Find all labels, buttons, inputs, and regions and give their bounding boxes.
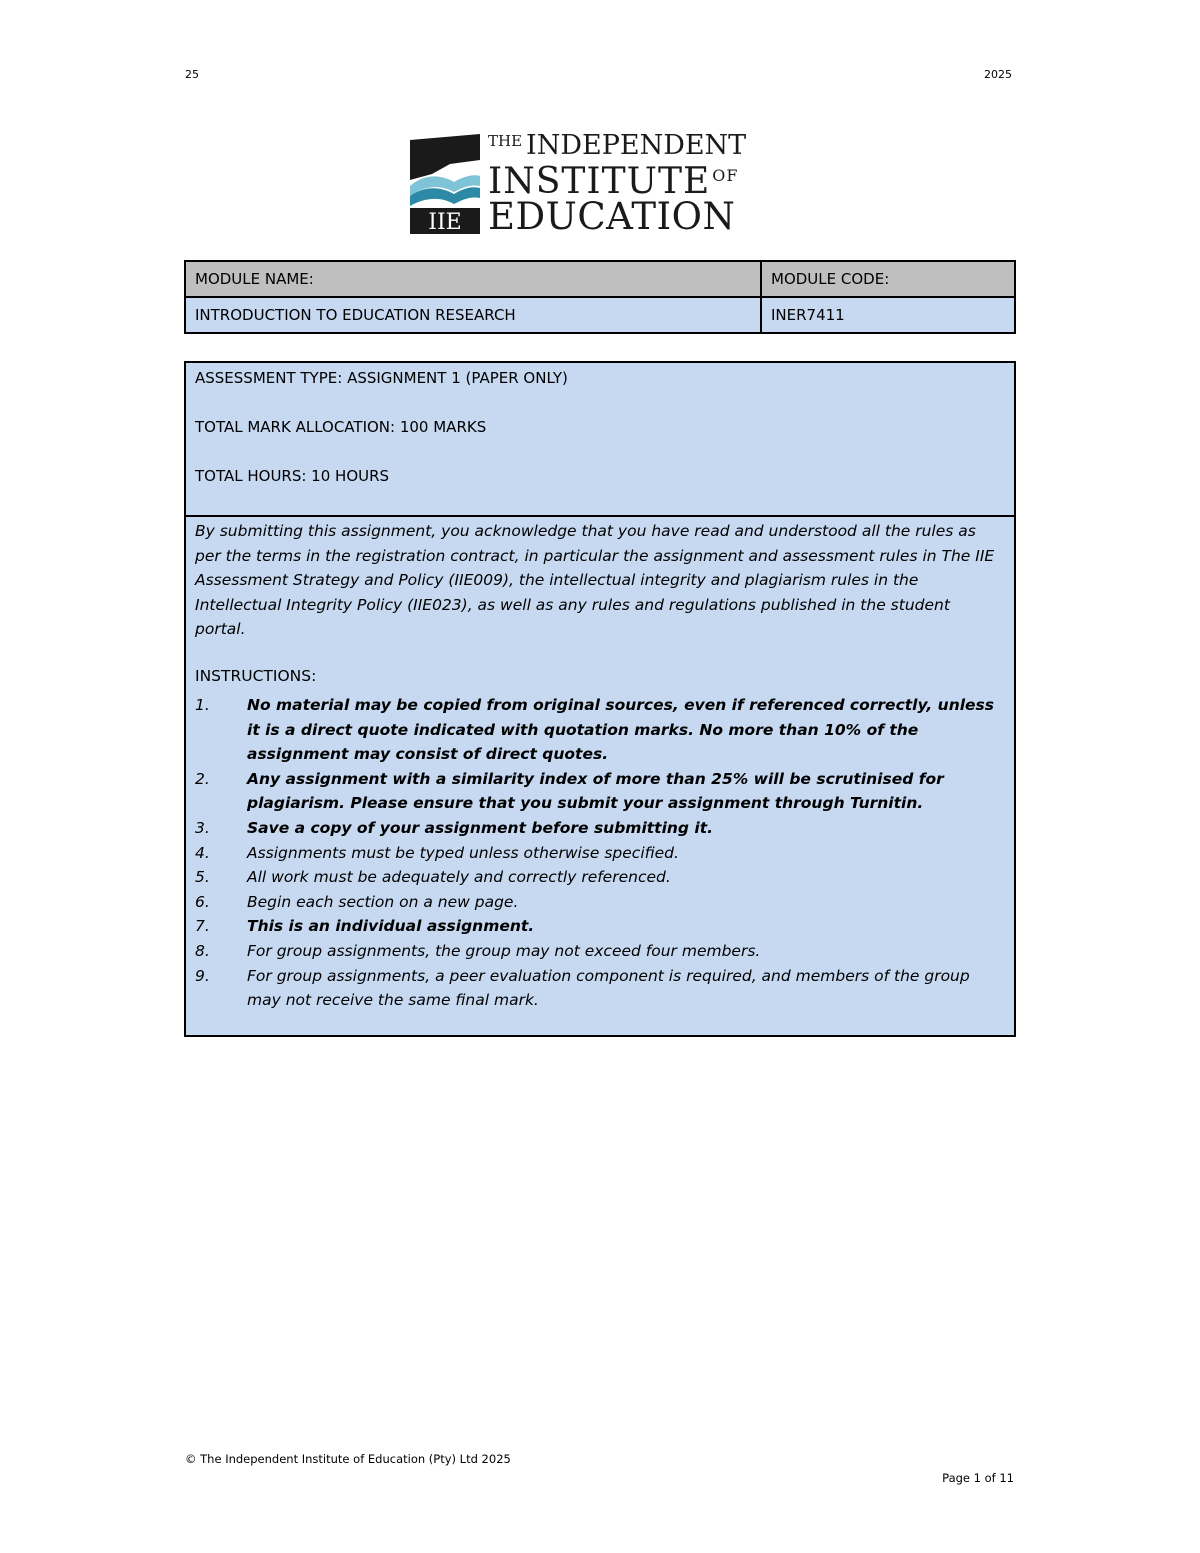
module-code-label: MODULE CODE:: [761, 261, 1015, 297]
footer-copyright: © The Independent Institute of Education (Pty) Ltd 2025: [185, 1452, 511, 1466]
total-hours: TOTAL HOURS: 10 HOURS: [195, 467, 390, 485]
logo-mark-letters: IIE: [428, 210, 462, 234]
instructions-list: [195, 693, 1007, 1013]
instruction-text: No material may be copied from original sources, even if referenced correctly, unless it is a direct quote indicated with quotation marks. No more than 10% of the assignment may consist of direct quotes.: [247, 696, 995, 764]
instruction-item: [195, 816, 1007, 841]
instruction-number: 2.: [195, 769, 210, 788]
header-left-number: 25: [185, 68, 199, 81]
module-code-value: INER7411: [761, 297, 1015, 333]
module-table-header-row: [185, 261, 1015, 297]
instruction-item: [195, 693, 1007, 767]
assessment-type: ASSESSMENT TYPE: ASSIGNMENT 1 (PAPER ONLY): [195, 369, 568, 387]
logo-the: THE: [488, 132, 523, 150]
logo-line-education: EDUCATION: [488, 195, 736, 238]
instruction-number: 7.: [195, 917, 210, 936]
footer-page-number: Page 1 of 11: [942, 1471, 1014, 1485]
instruction-item: [195, 767, 1007, 816]
instruction-number: 5.: [195, 868, 210, 887]
instruction-item: [195, 841, 1007, 866]
instruction-text: This is an individual assignment.: [247, 917, 535, 936]
instruction-number: 3.: [195, 818, 210, 837]
instruction-item: [195, 939, 1007, 964]
acknowledgement-text: By submitting this assignment, you acknowledge that you have read and understood all the rules as per the terms in the registration contract, in particular the assignment and assessment rules in The IIE Assessment Strategy and Policy (IIE009), the intellectual integrity and plagiarism rules in the Intellectual Integrity Policy (IIE023), as well as any rules and regulations published in the student portal.: [195, 522, 995, 639]
logo-mark-icon: [410, 134, 480, 234]
instruction-item: [195, 890, 1007, 915]
module-table-value-row: [185, 297, 1015, 333]
module-name-label: MODULE NAME:: [185, 261, 761, 297]
instruction-text: Any assignment with a similarity index of more than 25% will be scrutinised for plagiarism. Please ensure that you submit your assignment through Turnitin.: [247, 769, 944, 813]
instruction-text: Save a copy of your assignment before submitting it.: [247, 818, 714, 837]
assessment-box: [184, 361, 1016, 1037]
logo-of: OF: [712, 166, 739, 185]
assessment-summary: [186, 363, 1014, 517]
module-name-value: INTRODUCTION TO EDUCATION RESEARCH: [185, 297, 761, 333]
instruction-item: [195, 865, 1007, 890]
header-right-year: 2025: [984, 68, 1012, 81]
instruction-number: 8.: [195, 941, 210, 960]
instruction-number: 9.: [195, 966, 210, 985]
instruction-text: Assignments must be typed unless otherwise specified.: [247, 843, 679, 862]
module-table: [184, 260, 1016, 334]
instruction-text: Begin each section on a new page.: [247, 892, 519, 911]
instruction-item: [195, 914, 1007, 939]
iie-logo: [410, 130, 790, 236]
logo-institute: INSTITUTE: [488, 161, 711, 202]
instruction-text: For group assignments, a peer evaluation component is required, and members of the group may not receive the same final mark.: [247, 966, 970, 1010]
instruction-item: [195, 964, 1007, 1013]
instruction-number: 1.: [195, 696, 210, 714]
instructions-title: INSTRUCTIONS:: [195, 667, 317, 685]
logo-independent: INDEPENDENT: [526, 130, 747, 161]
logo-line-independent: [488, 132, 746, 159]
instruction-number: 6.: [195, 892, 210, 911]
instruction-number: 4.: [195, 843, 210, 862]
total-mark-allocation: TOTAL MARK ALLOCATION: 100 MARKS: [195, 418, 487, 436]
instruction-text: All work must be adequately and correctly referenced.: [247, 868, 671, 887]
instruction-text: For group assignments, the group may not exceed four members.: [247, 941, 761, 960]
